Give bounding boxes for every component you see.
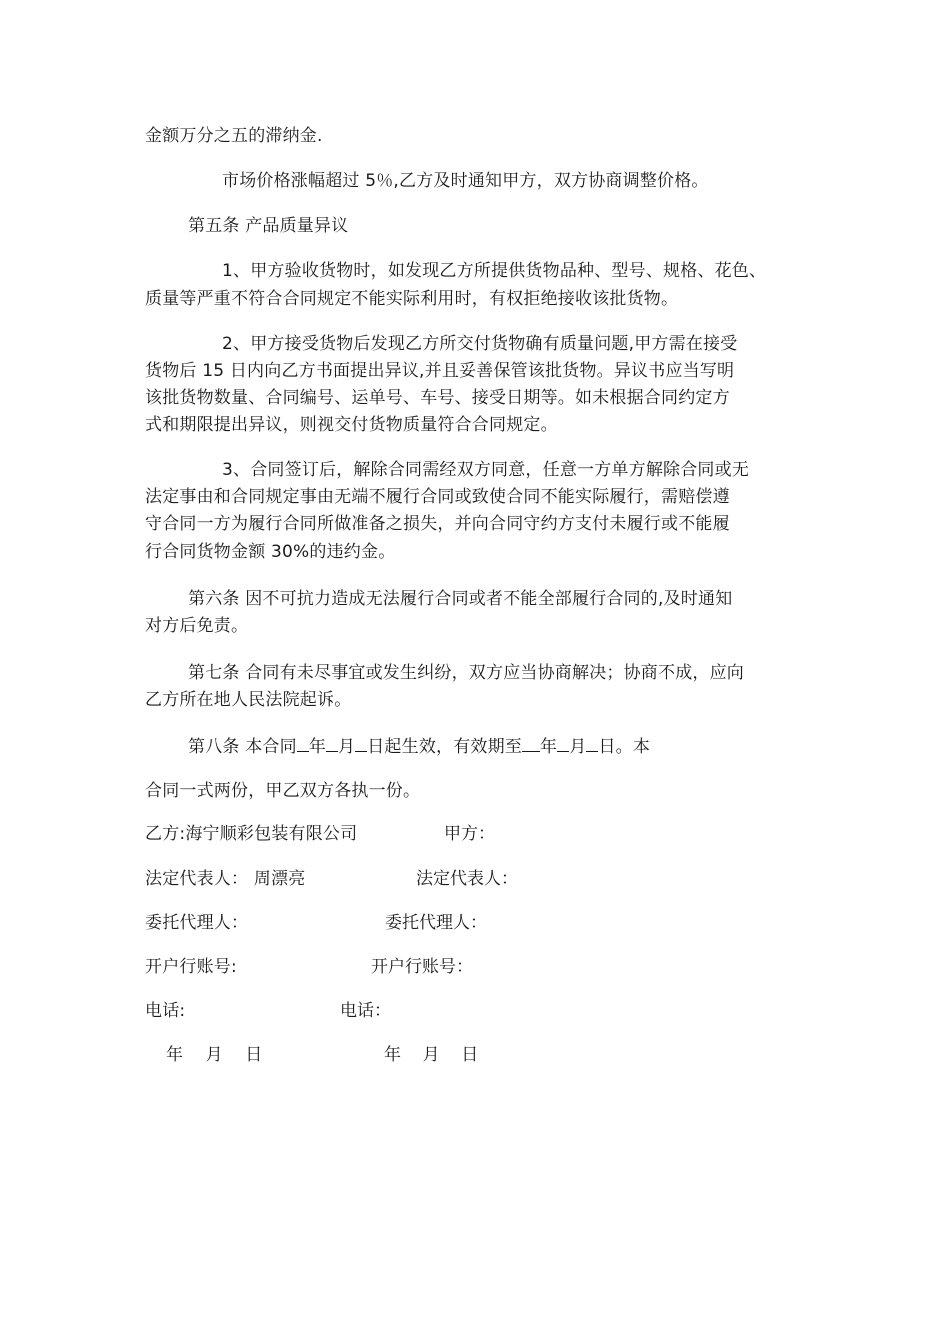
article-8-year-2: 年	[540, 737, 558, 757]
article-8-day-start: 日起生效，有效期至	[367, 737, 523, 757]
paragraph-price-adjust: 市场价格涨幅超过 5％,乙方及时通知甲方，双方协商调整价格。	[222, 171, 709, 191]
party-b-phone: 电话:	[145, 1001, 186, 1021]
party-a-phone: 电话：	[340, 1001, 391, 1021]
party-a-representative: 法定代表人：	[416, 869, 518, 889]
party-a-agent: 委托代理人：	[385, 913, 487, 933]
article-5-item-3-line-3: 守合同一方为履行合同所做准备之损失，并向合同守约方支付未履行或不能履	[145, 514, 730, 534]
article-8-suffix: 日。本	[598, 737, 651, 757]
party-a-name: 甲方：	[444, 824, 495, 844]
article-5-item-3-line-1: 3、合同签订后，解除合同需经双方同意，任意一方单方解除合同或无	[222, 460, 750, 480]
party-a-bank-account: 开户行账号：	[371, 957, 473, 977]
party-a-date: 年 月 日	[384, 1045, 479, 1065]
party-b-name: 乙方:海宁顺彩包装有限公司	[145, 824, 358, 844]
blank-line	[557, 734, 569, 752]
party-b-date: 年 月 日	[166, 1045, 263, 1065]
paragraph-late-fee: 金额万分之五的滞纳金.	[145, 126, 323, 146]
blank-line	[522, 734, 540, 752]
party-b-bank-account: 开户行账号:	[145, 957, 237, 977]
article-7-line-2: 乙方所在地人民法院起诉。	[145, 690, 352, 710]
blank-line	[326, 734, 338, 752]
article-5-item-3-line-4: 行合同货物金额 30%的违约金。	[145, 542, 396, 562]
article-5-item-2-line-2: 货物后 15 日内向乙方书面提出异议,并且妥善保管该批货物。异议书应当写明	[145, 361, 735, 381]
article-8-month-2: 月	[569, 737, 587, 757]
article-5-item-1-line-1: 1、甲方验收货物时，如发现乙方所提供货物品种、型号、规格、花色、	[222, 261, 767, 281]
article-6-line-1: 第六条 因不可抗力造成无法履行合同或者不能全部履行合同的,及时通知	[188, 589, 733, 609]
article-5-item-2-line-3: 该批货物数量、合同编号、运单号、车号、接受日期等。如未根据合同约定方	[145, 388, 730, 408]
blank-line	[355, 734, 367, 752]
article-5-item-2-line-4: 式和期限提出异议，则视交付货物质量符合合同规定。	[145, 415, 558, 435]
article-5-item-2-line-1: 2、甲方接受货物后发现乙方所交付货物确有质量问题,甲方需在接受	[222, 334, 738, 354]
blank-line	[586, 734, 598, 752]
article-8-prefix: 第八条 本合同	[188, 737, 297, 757]
article-5-item-1-line-2: 质量等严重不符合合同规定不能实际利用时，有权拒绝接收该批货物。	[145, 289, 679, 309]
article-5-heading: 第五条 产品质量异议	[188, 216, 349, 236]
article-8-line-1	[188, 734, 650, 760]
article-5-item-3-line-2: 法定事由和合同规定事由无端不履行合同或致使合同不能实际履行，需赔偿遵	[145, 487, 730, 507]
article-6-line-2: 对方后免责。	[145, 616, 249, 636]
article-8-year: 年	[308, 737, 327, 757]
party-b-agent: 委托代理人：	[145, 913, 249, 933]
party-b-representative: 法定代表人： 周漂亮	[145, 869, 306, 889]
copies-statement: 合同一式两份，甲乙双方各执一份。	[145, 781, 421, 801]
article-8-month: 月	[338, 737, 356, 757]
blank-line	[297, 734, 309, 752]
article-7-line-1: 第七条 合同有未尽事宜或发生纠纷，双方应当协商解决；协商不成，应向	[188, 663, 745, 683]
